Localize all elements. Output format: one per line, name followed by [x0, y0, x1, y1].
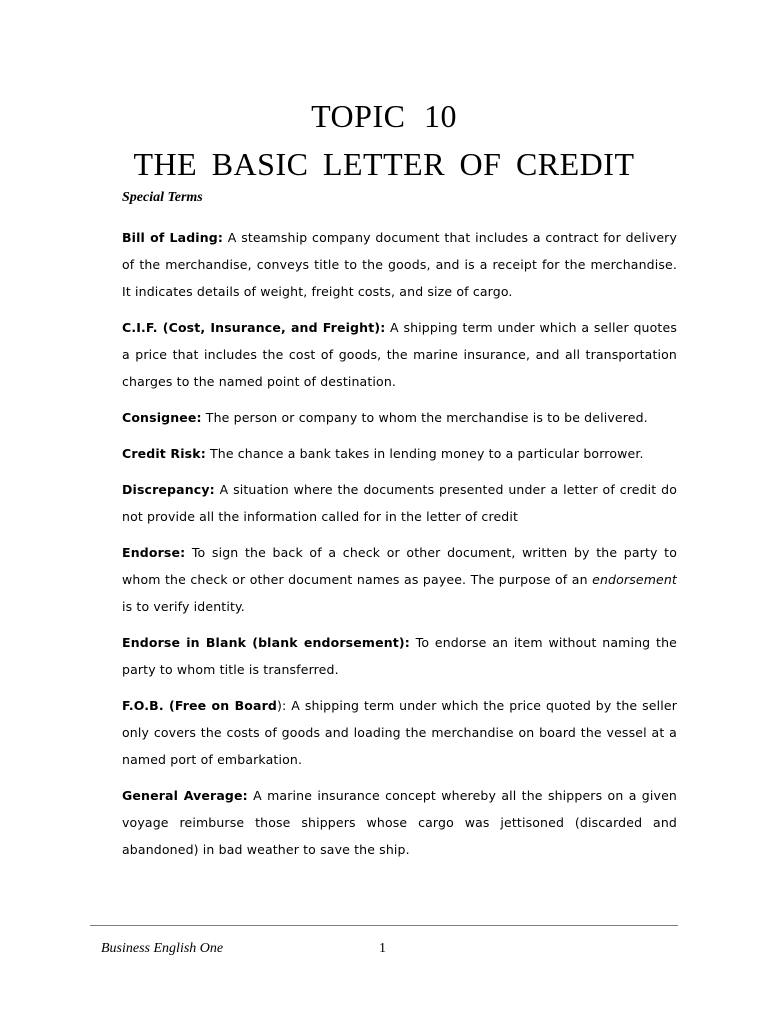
definition-text: The chance a bank takes in lending money to a particular borrower.: [205, 446, 644, 461]
definition-text: A shipping term under which a seller quotes a price that includes the cost of goods, the marine insurance, and all transportation charges to the named point of destination.: [122, 320, 677, 389]
definition-term: Credit Risk:: [122, 446, 206, 461]
definition-emphasis: endorsement: [592, 572, 677, 587]
definition-term: Endorse:: [122, 545, 186, 560]
definition-endorse-in-blank: [122, 629, 677, 683]
definition-text: A steamship company document that includes a contract for delivery of the merchandise, conveys title to the goods, and is a receipt for the merchandise. It indicates details of weight, freight costs, and size of cargo.: [122, 230, 677, 299]
definition-consignee: [122, 404, 677, 431]
definition-term: Discrepancy:: [122, 482, 215, 497]
definition-text: A marine insurance concept whereby all the shippers on a given voyage reimburse those shippers whose cargo was jettisoned (discarded and abandoned) in bad weather to save the ship.: [122, 788, 677, 857]
definition-bill-of-lading: [122, 224, 677, 305]
definition-text: A situation where the documents presented under a letter of credit do not provide all the information called for in the letter of credit: [122, 482, 677, 524]
definition-term: C.I.F. (Cost, Insurance, and Freight):: [122, 320, 386, 335]
definition-text: ): A shipping term under which the price quoted by the seller only covers the costs of goods and loading the merchandise on board the vessel at a named port of embarkation.: [122, 698, 677, 767]
definition-text: To sign the back of a check or other document, written by the party to whom the check or other document names as payee. The purpose of an: [122, 545, 677, 587]
definition-credit-risk: [122, 440, 677, 467]
page-number: 1: [379, 941, 386, 956]
definition-general-average: [122, 782, 677, 863]
definition-fob: [122, 692, 677, 773]
definition-endorse: [122, 539, 677, 620]
definition-term: Endorse in Blank (blank endorsement):: [122, 635, 410, 650]
definition-cif: [122, 314, 677, 395]
definition-term: General Average:: [122, 788, 248, 803]
definition-discrepancy: [122, 476, 677, 530]
definition-term: F.O.B. (Free on Board: [122, 698, 277, 713]
footer-book-title: Business English One: [101, 941, 224, 956]
footer-divider: [90, 925, 678, 926]
section-heading: Special Terms: [122, 190, 203, 205]
topic-number-title: TOPIC 10: [311, 98, 457, 134]
definitions-list: [122, 224, 677, 872]
definition-term: Consignee:: [122, 410, 202, 425]
document-title: THE BASIC LETTER OF CREDIT: [133, 146, 635, 182]
definition-text: The person or company to whom the merchandise is to be delivered.: [201, 410, 648, 425]
definition-text: To endorse an item without naming the party to whom title is transferred.: [122, 635, 677, 677]
definition-term: Bill of Lading:: [122, 230, 224, 245]
definition-text-end: is to verify identity.: [122, 599, 245, 614]
